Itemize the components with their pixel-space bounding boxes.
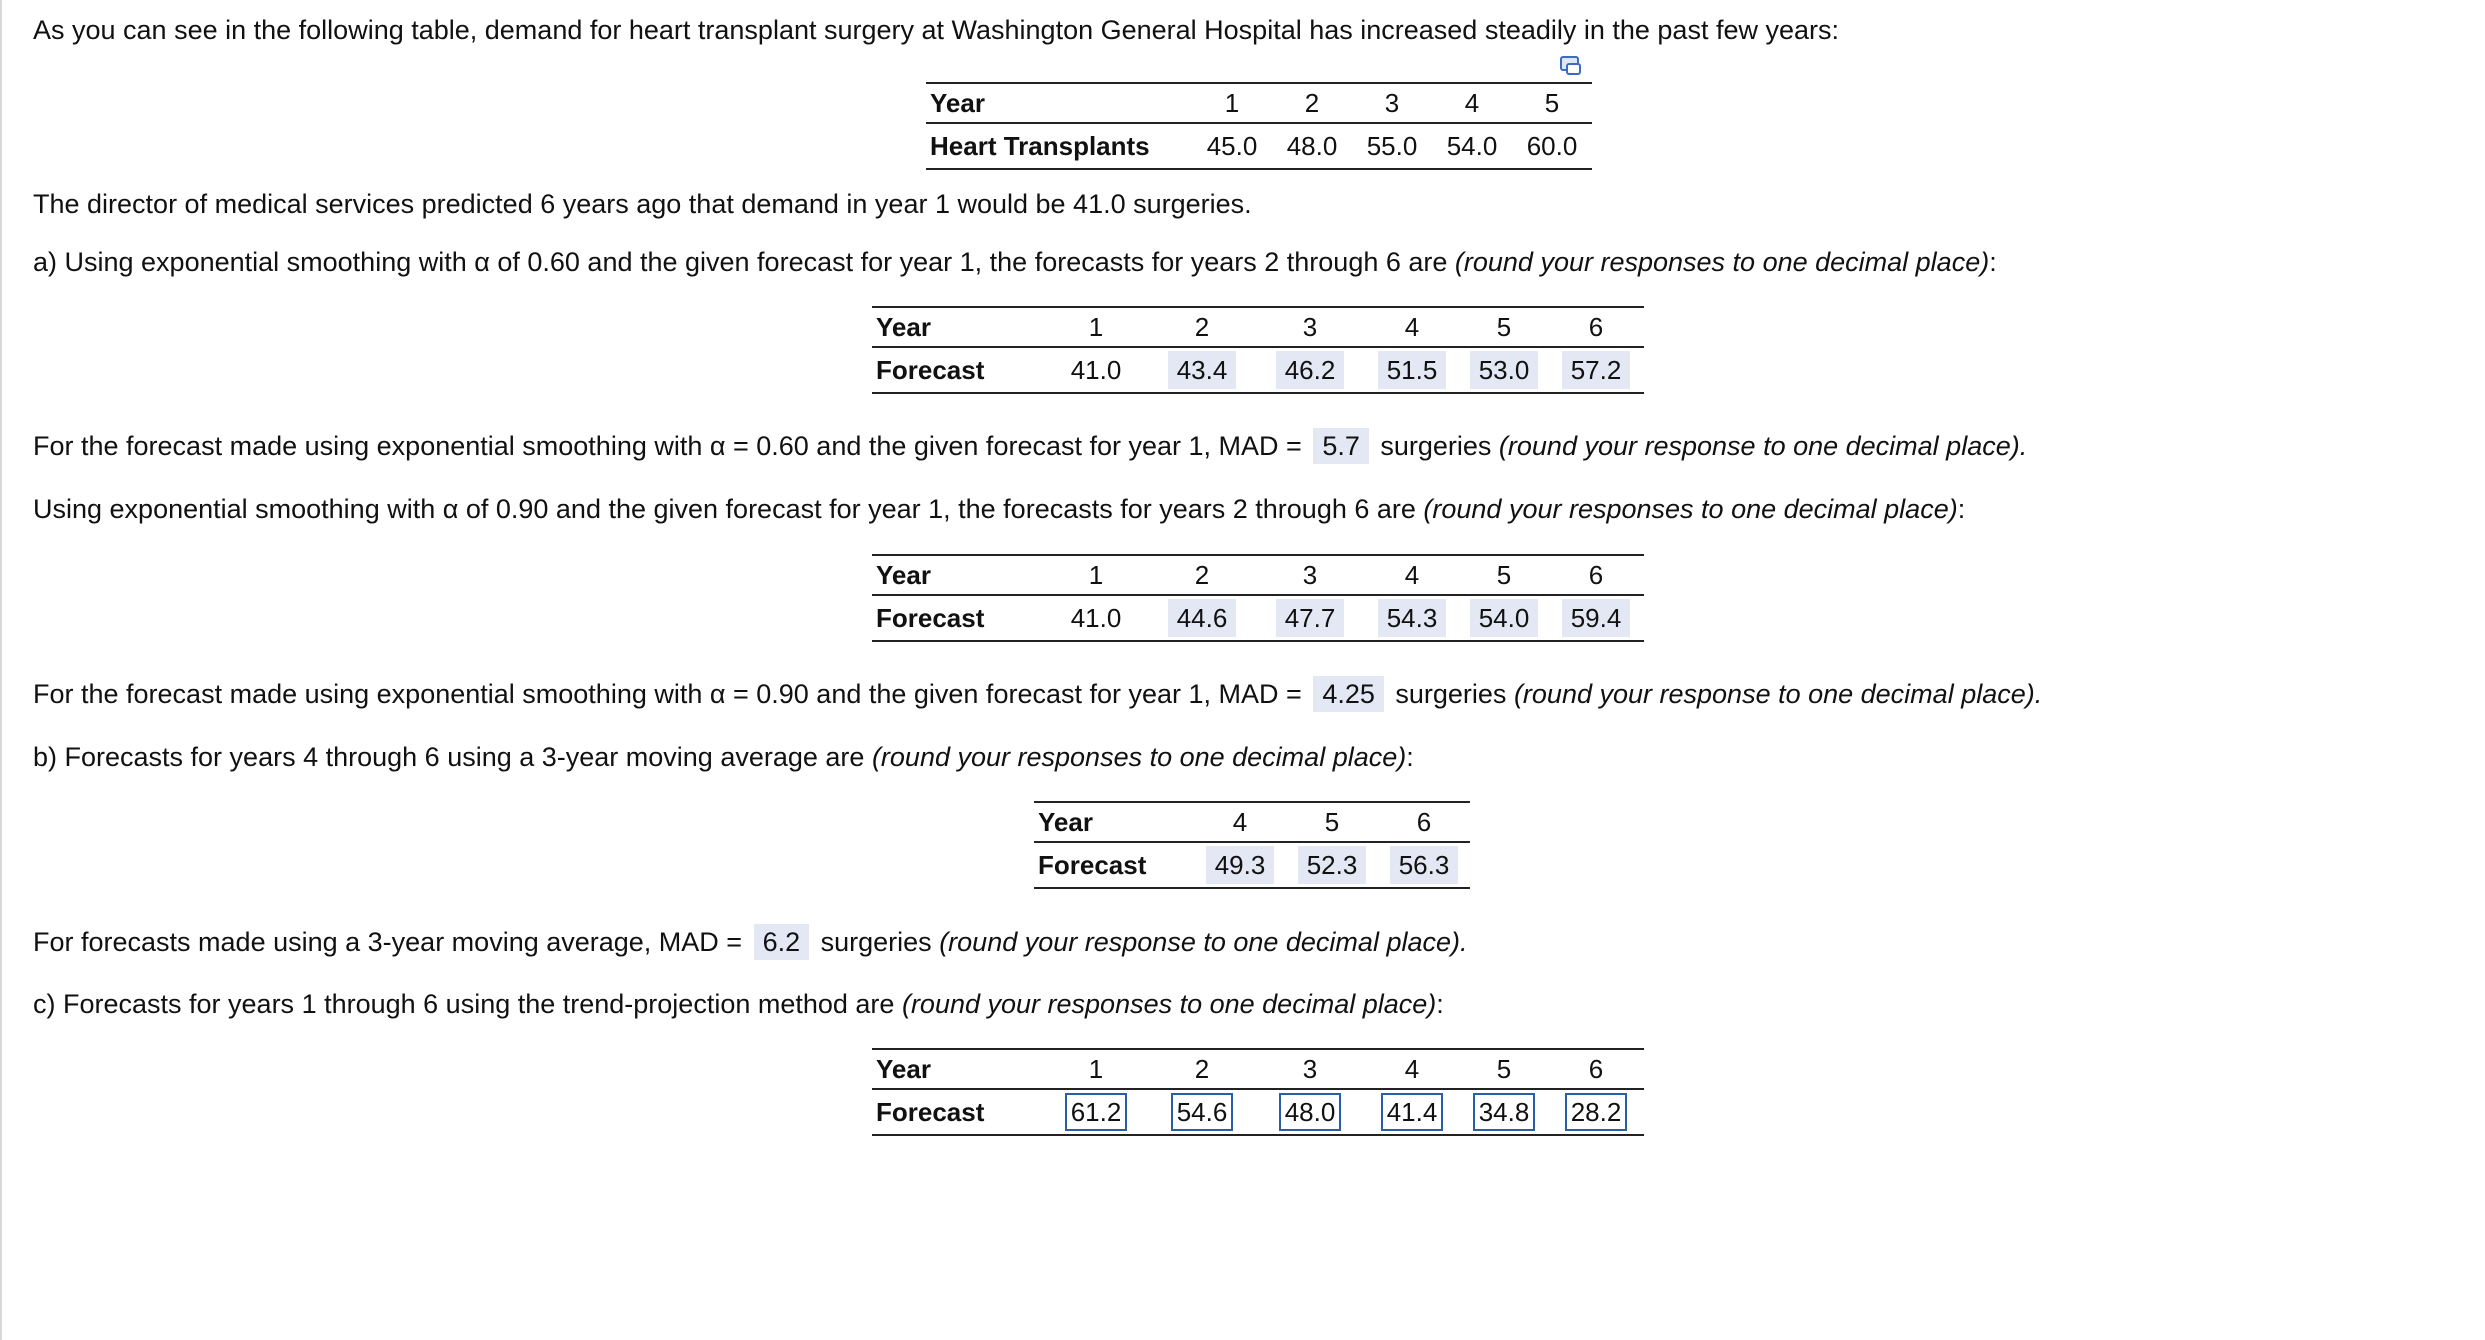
year-cell: 4 — [1194, 802, 1286, 842]
demand-value: 48.0 — [1272, 123, 1352, 169]
forecast-answer[interactable]: 47.7 — [1276, 599, 1345, 637]
year-cell: 2 — [1148, 555, 1256, 595]
moving-average-table — [1034, 801, 1470, 889]
year-cell: 3 — [1256, 555, 1364, 595]
year-cell: 4 — [1364, 307, 1460, 347]
year-cell: 1 — [1044, 555, 1148, 595]
forecast-answer[interactable]: 49.3 — [1206, 846, 1275, 884]
mad-text: For the forecast made using exponential smoothing with α = 0.60 and the given forecast for year 1, MAD = — [33, 431, 1310, 461]
forecast-answer[interactable]: 54.0 — [1470, 599, 1539, 637]
mad-text: surgeries — [813, 927, 940, 957]
mad-answer[interactable]: 4.25 — [1313, 676, 1384, 712]
forecast-header: Forecast — [872, 347, 1044, 393]
forecast-answer[interactable]: 57.2 — [1562, 351, 1631, 389]
demand-table — [926, 82, 1592, 170]
prompt-text: a) Using exponential smoothing with α of 0.60 and the given forecast for year 1, the forecasts for years 2 through 6 are — [33, 247, 1455, 277]
heart-transplants-header: Heart Transplants — [926, 123, 1192, 169]
year-header: Year — [872, 307, 1044, 347]
year-cell: 6 — [1548, 307, 1644, 347]
forecast-header: Forecast — [872, 1089, 1044, 1135]
year-cell: 1 — [1192, 83, 1272, 123]
year-cell: 6 — [1548, 555, 1644, 595]
prompt-end: : — [1989, 247, 1997, 277]
trend-forecast-input[interactable]: 54.6 — [1171, 1093, 1234, 1131]
year-cell: 3 — [1352, 83, 1432, 123]
prompt-end: : — [1436, 989, 1444, 1019]
mad-alpha-090-line — [33, 676, 2042, 712]
prompt-text: Using exponential smoothing with α of 0.90 and the given forecast for year 1, the forecasts for years 2 through 6 are — [33, 494, 1424, 524]
prompt-italic: (round your responses to one decimal place) — [1423, 494, 1958, 524]
demand-value: 60.0 — [1512, 123, 1592, 169]
forecast-answer[interactable]: 53.0 — [1470, 351, 1539, 389]
forecast-answer[interactable]: 44.6 — [1168, 599, 1237, 637]
prompt-text: c) Forecasts for years 1 through 6 using the trend-projection method are — [33, 989, 902, 1019]
forecast-header: Forecast — [872, 595, 1044, 641]
forecast-answer[interactable]: 51.5 — [1378, 351, 1447, 389]
trend-forecast-input[interactable]: 41.4 — [1381, 1093, 1444, 1131]
forecast-answer[interactable]: 46.2 — [1276, 351, 1345, 389]
year-cell: 2 — [1148, 1049, 1256, 1089]
mad-text: surgeries — [1372, 431, 1499, 461]
trend-forecast-input[interactable]: 28.2 — [1565, 1093, 1628, 1131]
year-cell: 1 — [1044, 307, 1148, 347]
mad-alpha-060-line — [33, 428, 2027, 464]
year-cell: 4 — [1364, 555, 1460, 595]
forecast-answer[interactable]: 43.4 — [1168, 351, 1237, 389]
year-cell: 1 — [1044, 1049, 1148, 1089]
forecast-answer[interactable]: 54.3 — [1378, 599, 1447, 637]
mad-text: surgeries — [1387, 679, 1514, 709]
alpha-090-prompt — [33, 493, 1965, 525]
prompt-italic: (round your responses to one decimal place) — [871, 742, 1407, 772]
mad-moving-average-line — [33, 924, 1467, 960]
director-text: The director of medical services predicted 6 years ago that demand in year 1 would be 41.0 surgeries. — [33, 189, 1252, 219]
year-cell: 5 — [1460, 307, 1548, 347]
given-forecast: 41.0 — [1044, 347, 1148, 393]
mad-answer[interactable]: 5.7 — [1313, 428, 1369, 464]
prompt-italic: (round your responses to one decimal place) — [901, 989, 1437, 1019]
year-cell: 4 — [1364, 1049, 1460, 1089]
mad-text: For the forecast made using exponential smoothing with α = 0.90 and the given forecast for year 1, MAD = — [33, 679, 1310, 709]
left-border — [0, 0, 2, 1340]
trend-forecast-input[interactable]: 61.2 — [1065, 1093, 1128, 1131]
year-cell: 2 — [1148, 307, 1256, 347]
year-cell: 3 — [1256, 307, 1364, 347]
copy-table-icon[interactable] — [1558, 54, 1584, 80]
part-b-prompt — [33, 741, 1414, 773]
mad-italic: (round your response to one decimal place). — [939, 927, 1468, 957]
year-cell: 6 — [1378, 802, 1470, 842]
forecast-answer[interactable]: 52.3 — [1298, 846, 1367, 884]
demand-value: 45.0 — [1192, 123, 1272, 169]
year-cell: 5 — [1460, 555, 1548, 595]
forecast-answer[interactable]: 59.4 — [1562, 599, 1631, 637]
prompt-text: b) Forecasts for years 4 through 6 using a 3-year moving average are — [33, 742, 872, 772]
mad-text: For forecasts made using a 3-year moving average, MAD = — [33, 927, 750, 957]
forecast-answer[interactable]: 56.3 — [1390, 846, 1459, 884]
prompt-end: : — [1957, 494, 1966, 524]
part-c-prompt — [33, 988, 1444, 1020]
prompt-italic: (round your responses to one decimal place) — [1454, 247, 1990, 277]
year-cell: 3 — [1256, 1049, 1364, 1089]
demand-value: 54.0 — [1432, 123, 1512, 169]
intro-text: As you can see in the following table, demand for heart transplant surgery at Washington General Hospital has increased steadily in the past few years: — [33, 15, 1839, 45]
year-cell: 6 — [1548, 1049, 1644, 1089]
year-cell: 5 — [1286, 802, 1378, 842]
year-header: Year — [1034, 802, 1194, 842]
mad-answer[interactable]: 6.2 — [754, 924, 810, 960]
part-a-prompt — [33, 246, 1997, 278]
mad-italic: (round your response to one decimal place). — [1513, 679, 2043, 709]
year-header: Year — [872, 1049, 1044, 1089]
year-cell: 2 — [1272, 83, 1352, 123]
year-cell: 5 — [1512, 83, 1592, 123]
year-header: Year — [872, 555, 1044, 595]
forecast-table-alpha-060 — [872, 306, 1644, 394]
trend-forecast-input[interactable]: 34.8 — [1473, 1093, 1536, 1131]
trend-projection-table — [872, 1048, 1644, 1136]
year-header: Year — [926, 83, 1192, 123]
forecast-table-alpha-090 — [872, 554, 1644, 642]
trend-forecast-input[interactable]: 48.0 — [1279, 1093, 1342, 1131]
given-forecast: 41.0 — [1044, 595, 1148, 641]
year-cell: 5 — [1460, 1049, 1548, 1089]
mad-italic: (round your response to one decimal place). — [1498, 431, 2028, 461]
year-cell: 4 — [1432, 83, 1512, 123]
demand-value: 55.0 — [1352, 123, 1432, 169]
prompt-end: : — [1406, 742, 1414, 772]
forecast-header: Forecast — [1034, 842, 1194, 888]
